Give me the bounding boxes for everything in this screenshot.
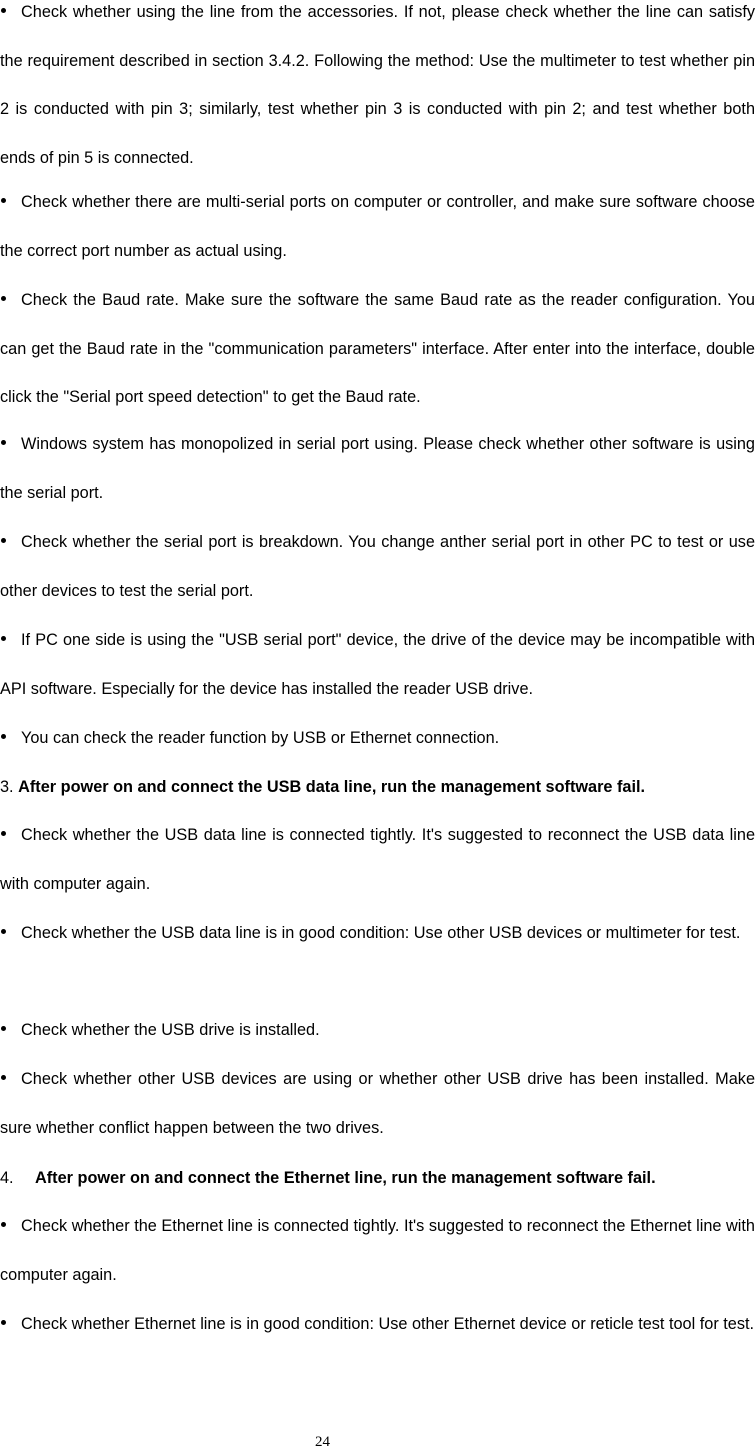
list-item-text: Check the Baud rate. Make sure the software the same Baud rate as the reader configuration. You can get the Baud rate in the "communication parameters" interface. After enter into the interface, double click the "Serial port speed detection" to get the Baud rate. [0, 291, 755, 407]
list-item [0, 0, 755, 182]
page-number: 24 [315, 1434, 330, 1450]
bullet-icon [0, 276, 21, 325]
list-item [0, 276, 755, 422]
list-item [0, 811, 755, 908]
list-item [0, 714, 755, 763]
list-item [0, 616, 755, 713]
bullet-icon [0, 420, 21, 469]
list-item-text: Check whether other USB devices are using or whether other USB drive has been installed. Make sure whether conflict happen between the two drives. [0, 1070, 755, 1137]
list-item-text: Check whether the Ethernet line is connected tightly. It's suggested to reconnect the Ethernet line with computer again. [0, 1217, 755, 1284]
list-item [0, 518, 755, 615]
list-item-text: You can check the reader function by USB or Ethernet connection. [21, 729, 500, 747]
list-item [0, 420, 755, 517]
list-item-text: Check whether the serial port is breakdown. You change anther serial port in other PC to test or use other devices to test the serial port. [0, 533, 755, 600]
section-heading [0, 1154, 755, 1203]
section-number: 4. [0, 1169, 14, 1187]
bullet-icon [0, 0, 21, 37]
section-title: After power on and connect the USB data line, run the management software fail. [18, 778, 646, 796]
bullet-icon [0, 714, 21, 763]
list-item [0, 178, 755, 275]
list-item-text: Check whether the USB data line is in good condition: Use other USB devices or multimeter for test. [21, 924, 741, 942]
list-item [0, 1006, 755, 1055]
list-item-text: If PC one side is using the "USB serial port" device, the drive of the device may be incompatible with API software. Especially for the device has installed the reader USB drive. [0, 631, 755, 698]
list-item-text: Check whether using the line from the accessories. If not, please check whether the line can satisfy the requirement described in section 3.4.2. Following the method: Use the multimeter to test whether pin 2 is conducted with pin 3; similarly, test whether pin 3 is conducted with pin 2; and test whether both ends of pin 5 is connected. [0, 3, 755, 167]
list-item-text: Check whether the USB data line is connected tightly. It's suggested to reconnect the USB data line with computer again. [0, 826, 755, 893]
section-title: After power on and connect the Ethernet line, run the management software fail. [35, 1169, 656, 1187]
bullet-icon [0, 178, 21, 227]
section-heading [0, 763, 755, 812]
bullet-icon [0, 1006, 21, 1055]
bullet-icon [0, 616, 21, 665]
list-item-text: Check whether the USB drive is installed. [21, 1021, 320, 1039]
bullet-icon [0, 909, 21, 958]
list-item [0, 1300, 755, 1349]
list-item [0, 909, 755, 958]
list-item-text: Windows system has monopolized in serial port using. Please check whether other software is using the serial port. [0, 435, 755, 502]
list-item [0, 1202, 755, 1299]
bullet-icon [0, 518, 21, 567]
bullet-icon [0, 811, 21, 860]
list-item [0, 1055, 755, 1152]
bullet-icon [0, 1300, 21, 1349]
list-item-text: Check whether Ethernet line is in good condition: Use other Ethernet device or reticle test tool for test. [21, 1315, 755, 1333]
bullet-icon [0, 1055, 21, 1104]
bullet-icon [0, 1202, 21, 1251]
section-number: 3. [0, 778, 14, 796]
list-item-text: Check whether there are multi-serial ports on computer or controller, and make sure software choose the correct port number as actual using. [0, 193, 755, 260]
